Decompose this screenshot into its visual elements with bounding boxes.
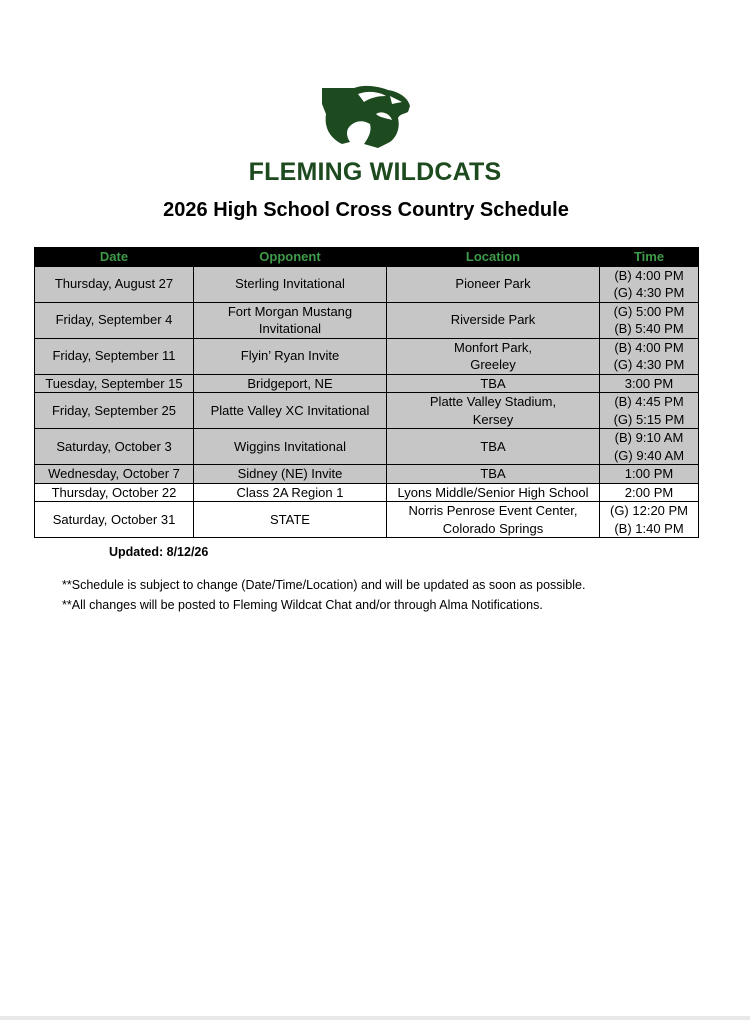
time-cell bbox=[600, 429, 699, 465]
opponent-cell bbox=[194, 502, 387, 538]
opponent-line: STATE bbox=[270, 511, 310, 527]
table-row bbox=[35, 393, 699, 429]
location-line: Monfort Park, bbox=[453, 339, 533, 355]
page-title: 2026 High School Cross Country Schedule bbox=[163, 199, 569, 221]
location-cell bbox=[387, 374, 600, 393]
column-header-date: Date bbox=[35, 248, 194, 267]
location-line: TBA bbox=[480, 466, 506, 481]
location-cell bbox=[387, 338, 600, 374]
table-row bbox=[35, 266, 699, 302]
location-line: Riverside Park bbox=[450, 312, 536, 328]
time-line: (G) 4:30 PM bbox=[613, 357, 685, 372]
opponent-cell bbox=[194, 302, 387, 338]
time-cell bbox=[600, 483, 699, 502]
column-header-location: Location bbox=[387, 248, 600, 267]
date-cell: Tuesday, September 15 bbox=[35, 374, 194, 393]
time-line: (G) 9:40 AM bbox=[613, 447, 685, 463]
time-line: (B) 9:10 AM bbox=[614, 430, 684, 445]
time-line: 1:00 PM bbox=[624, 466, 674, 481]
opponent-cell bbox=[194, 465, 387, 484]
updated-date: Updated: 8/12/26 bbox=[109, 545, 209, 559]
date-cell: Thursday, October 22 bbox=[35, 483, 194, 502]
opponent-cell bbox=[194, 429, 387, 465]
location-cell bbox=[387, 483, 600, 502]
time-cell bbox=[600, 465, 699, 484]
location-line: Norris Penrose Event Center, bbox=[408, 503, 578, 518]
location-line: Colorado Springs bbox=[442, 520, 544, 536]
time-line: 2:00 PM bbox=[624, 484, 674, 500]
time-cell bbox=[600, 338, 699, 374]
table-row bbox=[35, 465, 699, 484]
location-line: Lyons Middle/Senior High School bbox=[397, 484, 589, 500]
schedule-change-note: **Schedule is subject to change (Date/Time/Location) and will be updated as soon as possible. bbox=[62, 578, 586, 592]
time-cell bbox=[600, 302, 699, 338]
date-cell: Friday, September 11 bbox=[35, 338, 194, 374]
opponent-cell bbox=[194, 483, 387, 502]
time-line: (G) 12:20 PM bbox=[609, 503, 689, 518]
date-cell: Saturday, October 31 bbox=[35, 502, 194, 538]
date-cell: Friday, September 25 bbox=[35, 393, 194, 429]
table-row bbox=[35, 429, 699, 465]
location-cell bbox=[387, 266, 600, 302]
table-header-row bbox=[35, 248, 699, 267]
bottom-divider bbox=[0, 1016, 750, 1020]
wildcat-paw-logo-icon bbox=[320, 84, 412, 150]
location-line: Platte Valley Stadium, bbox=[429, 394, 557, 409]
opponent-line: Sidney (NE) Invite bbox=[237, 466, 343, 481]
column-header-time: Time bbox=[600, 248, 699, 267]
opponent-cell bbox=[194, 374, 387, 393]
location-cell bbox=[387, 302, 600, 338]
time-line: (B) 4:00 PM bbox=[614, 339, 684, 355]
time-line: (B) 1:40 PM bbox=[614, 520, 684, 536]
opponent-line: Bridgeport, NE bbox=[247, 375, 333, 391]
location-line: Greeley bbox=[470, 357, 516, 372]
time-cell bbox=[600, 266, 699, 302]
date-cell: Thursday, August 27 bbox=[35, 266, 194, 302]
opponent-line: Fort Morgan Mustang bbox=[227, 303, 353, 319]
opponent-line: Platte Valley XC Invitational bbox=[210, 402, 370, 418]
location-cell bbox=[387, 465, 600, 484]
time-line: (G) 5:15 PM bbox=[613, 411, 685, 427]
table-row bbox=[35, 483, 699, 502]
time-cell bbox=[600, 374, 699, 393]
location-line: Pioneer Park bbox=[455, 276, 531, 292]
table-row bbox=[35, 374, 699, 393]
location-line: Kersey bbox=[472, 411, 514, 427]
time-cell bbox=[600, 502, 699, 538]
opponent-line: Wiggins Invitational bbox=[234, 438, 346, 454]
notification-note: **All changes will be posted to Fleming Wildcat Chat and/or through Alma Notifications. bbox=[62, 598, 543, 612]
table-row bbox=[35, 338, 699, 374]
date-cell: Friday, September 4 bbox=[35, 302, 194, 338]
location-cell bbox=[387, 502, 600, 538]
date-cell: Wednesday, October 7 bbox=[35, 465, 194, 484]
team-name: FLEMING WILDCATS bbox=[248, 158, 502, 186]
column-header-opponent: Opponent bbox=[194, 248, 387, 267]
opponent-line: Class 2A Region 1 bbox=[236, 484, 344, 500]
time-line: (B) 4:00 PM bbox=[614, 267, 684, 283]
schedule-table bbox=[34, 247, 699, 538]
time-line: (G) 4:30 PM bbox=[613, 285, 685, 300]
opponent-cell bbox=[194, 338, 387, 374]
opponent-cell bbox=[194, 393, 387, 429]
time-line: (B) 5:40 PM bbox=[614, 321, 684, 336]
opponent-line: Sterling Invitational bbox=[235, 276, 345, 292]
time-line: 3:00 PM bbox=[624, 375, 674, 391]
location-line: TBA bbox=[480, 375, 506, 391]
date-cell: Saturday, October 3 bbox=[35, 429, 194, 465]
opponent-line: Invitational bbox=[258, 321, 322, 336]
time-line: (B) 4:45 PM bbox=[614, 394, 684, 409]
table-row bbox=[35, 302, 699, 338]
table-row bbox=[35, 502, 699, 538]
time-line: (G) 5:00 PM bbox=[613, 303, 685, 319]
time-cell bbox=[600, 393, 699, 429]
opponent-line: Flyin’ Ryan Invite bbox=[240, 348, 340, 364]
location-cell bbox=[387, 393, 600, 429]
location-line: TBA bbox=[480, 438, 506, 454]
location-cell bbox=[387, 429, 600, 465]
opponent-cell bbox=[194, 266, 387, 302]
